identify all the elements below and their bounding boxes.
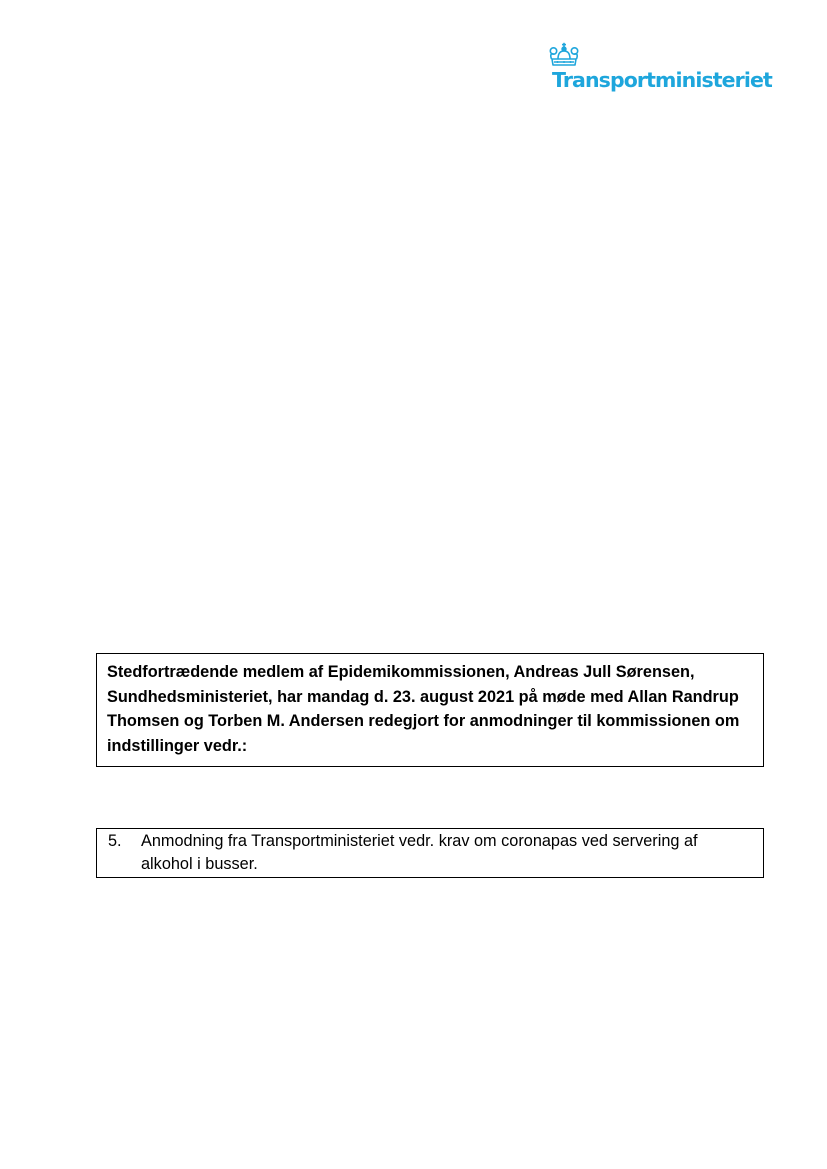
item-text: Anmodning fra Transportministeriet vedr. krav om coronapas ved servering af alkohol i busser. — [141, 832, 698, 873]
logo-wordmark: Transportministeriet — [552, 68, 772, 92]
statement-text: Stedfortrædende medlem af Epidemikommissionen, Andreas Jull Sørensen, Sundhedsministeriet, har mandag d. 23. august 2021 på møde med Allan Randrup Thomsen og Torben M. Andersen redegjort for anmodninger til kommissionen om indstillinger vedr.: — [107, 663, 740, 755]
request-item-box — [96, 828, 764, 878]
ministry-logo — [552, 42, 792, 98]
statement-box — [96, 653, 764, 767]
crown-icon — [548, 42, 580, 70]
item-number: 5. — [108, 832, 122, 850]
